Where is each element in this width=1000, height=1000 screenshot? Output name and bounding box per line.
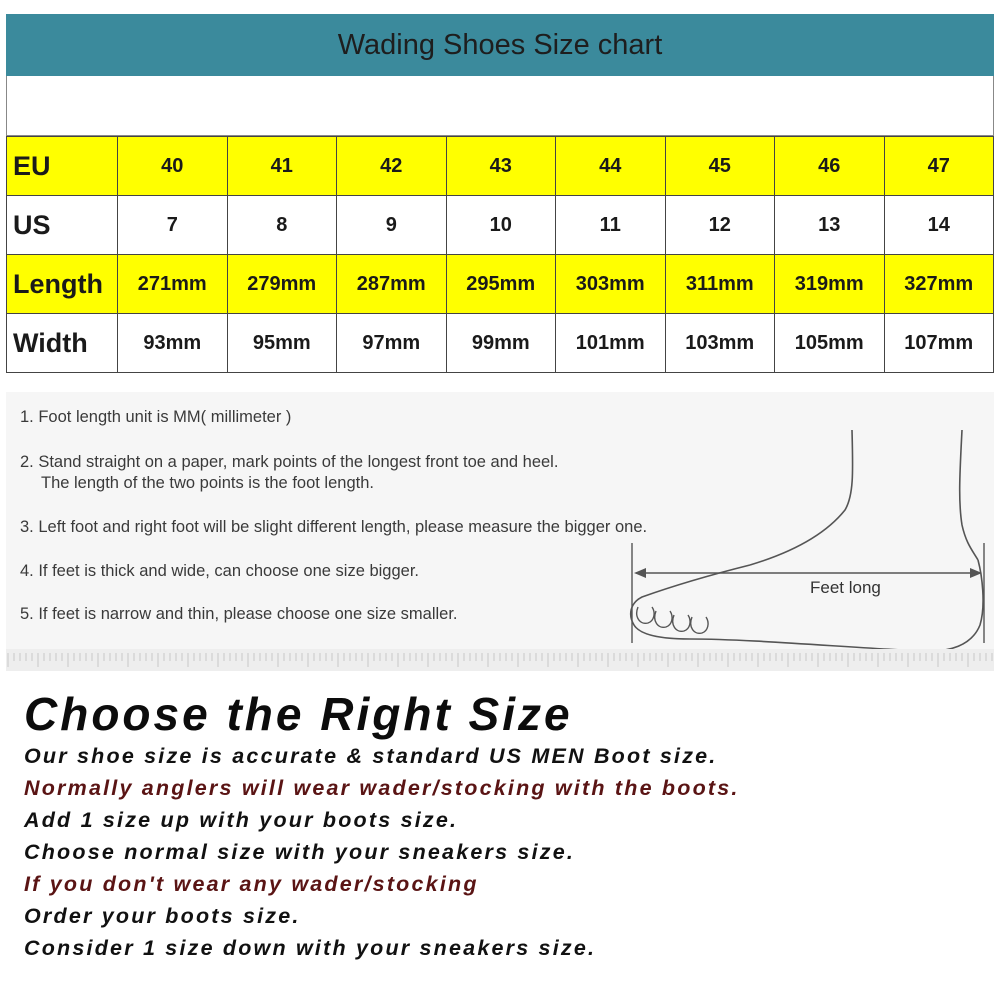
row-label: US	[7, 196, 118, 255]
table-row-width	[7, 314, 994, 373]
table-row-us	[7, 196, 994, 255]
chart-title-bar	[6, 14, 994, 76]
table-cell: 46	[775, 137, 885, 196]
row-label: EU	[7, 137, 118, 196]
guide-line: Consider 1 size down with your sneakers size.	[24, 936, 597, 960]
guide-line: Our shoe size is accurate & standard US MEN Boot size.	[24, 744, 718, 768]
table-cell: 44	[556, 137, 666, 196]
table-cell: 13	[775, 196, 885, 255]
table-cell: 107mm	[884, 314, 994, 373]
size-guide	[24, 688, 984, 964]
table-row-eu	[7, 137, 994, 196]
instruction-line: 3. Left foot and right foot will be slight different length, please measure the bigger one.	[20, 518, 648, 536]
blank-row	[6, 76, 994, 136]
size-table	[6, 136, 994, 373]
instruction-line: 5. If feet is narrow and thin, please choose one size smaller.	[20, 605, 458, 623]
table-cell: 303mm	[556, 255, 666, 314]
table-cell: 95mm	[227, 314, 337, 373]
table-cell: 103mm	[665, 314, 775, 373]
table-cell: 47	[884, 137, 994, 196]
instruction-line: The length of the two points is the foot length.	[41, 474, 374, 492]
table-cell: 7	[118, 196, 228, 255]
table-cell: 105mm	[775, 314, 885, 373]
guide-line: Normally anglers will wear wader/stocking with the boots.	[24, 776, 740, 800]
diagram-label: Feet long	[810, 578, 881, 597]
guide-line: If you don't wear any wader/stocking	[24, 872, 479, 896]
table-cell: 45	[665, 137, 775, 196]
instruction-line: 4. If feet is thick and wide, can choose one size bigger.	[20, 562, 419, 580]
table-cell: 319mm	[775, 255, 885, 314]
guide-heading: Choose the Right Size	[24, 688, 573, 740]
table-cell: 101mm	[556, 314, 666, 373]
table-cell: 279mm	[227, 255, 337, 314]
table-cell: 41	[227, 137, 337, 196]
row-label: Length	[7, 255, 118, 314]
table-cell: 93mm	[118, 314, 228, 373]
instruction-line: 1. Foot length unit is MM( millimeter )	[20, 408, 292, 426]
table-cell: 99mm	[446, 314, 556, 373]
table-cell: 12	[665, 196, 775, 255]
size-chart	[6, 14, 994, 382]
table-cell: 8	[227, 196, 337, 255]
instruction-line: 2. Stand straight on a paper, mark points of the longest front toe and heel.	[20, 453, 559, 471]
table-cell: 42	[337, 137, 447, 196]
table-cell: 97mm	[337, 314, 447, 373]
table-cell: 11	[556, 196, 666, 255]
table-cell: 40	[118, 137, 228, 196]
table-cell: 295mm	[446, 255, 556, 314]
table-cell: 43	[446, 137, 556, 196]
table-cell: 311mm	[665, 255, 775, 314]
table-cell: 10	[446, 196, 556, 255]
guide-line: Add 1 size up with your boots size.	[24, 808, 459, 832]
guide-line: Order your boots size.	[24, 904, 301, 928]
table-row-length	[7, 255, 994, 314]
table-cell: 271mm	[118, 255, 228, 314]
table-cell: 327mm	[884, 255, 994, 314]
table-cell: 9	[337, 196, 447, 255]
chart-title: Wading Shoes Size chart	[337, 28, 663, 61]
table-cell: 287mm	[337, 255, 447, 314]
foot-measure-diagram	[620, 425, 992, 657]
row-label: Width	[7, 314, 118, 373]
guide-line: Choose normal size with your sneakers size.	[24, 840, 576, 864]
ruler-strip	[6, 649, 994, 671]
table-cell: 14	[884, 196, 994, 255]
